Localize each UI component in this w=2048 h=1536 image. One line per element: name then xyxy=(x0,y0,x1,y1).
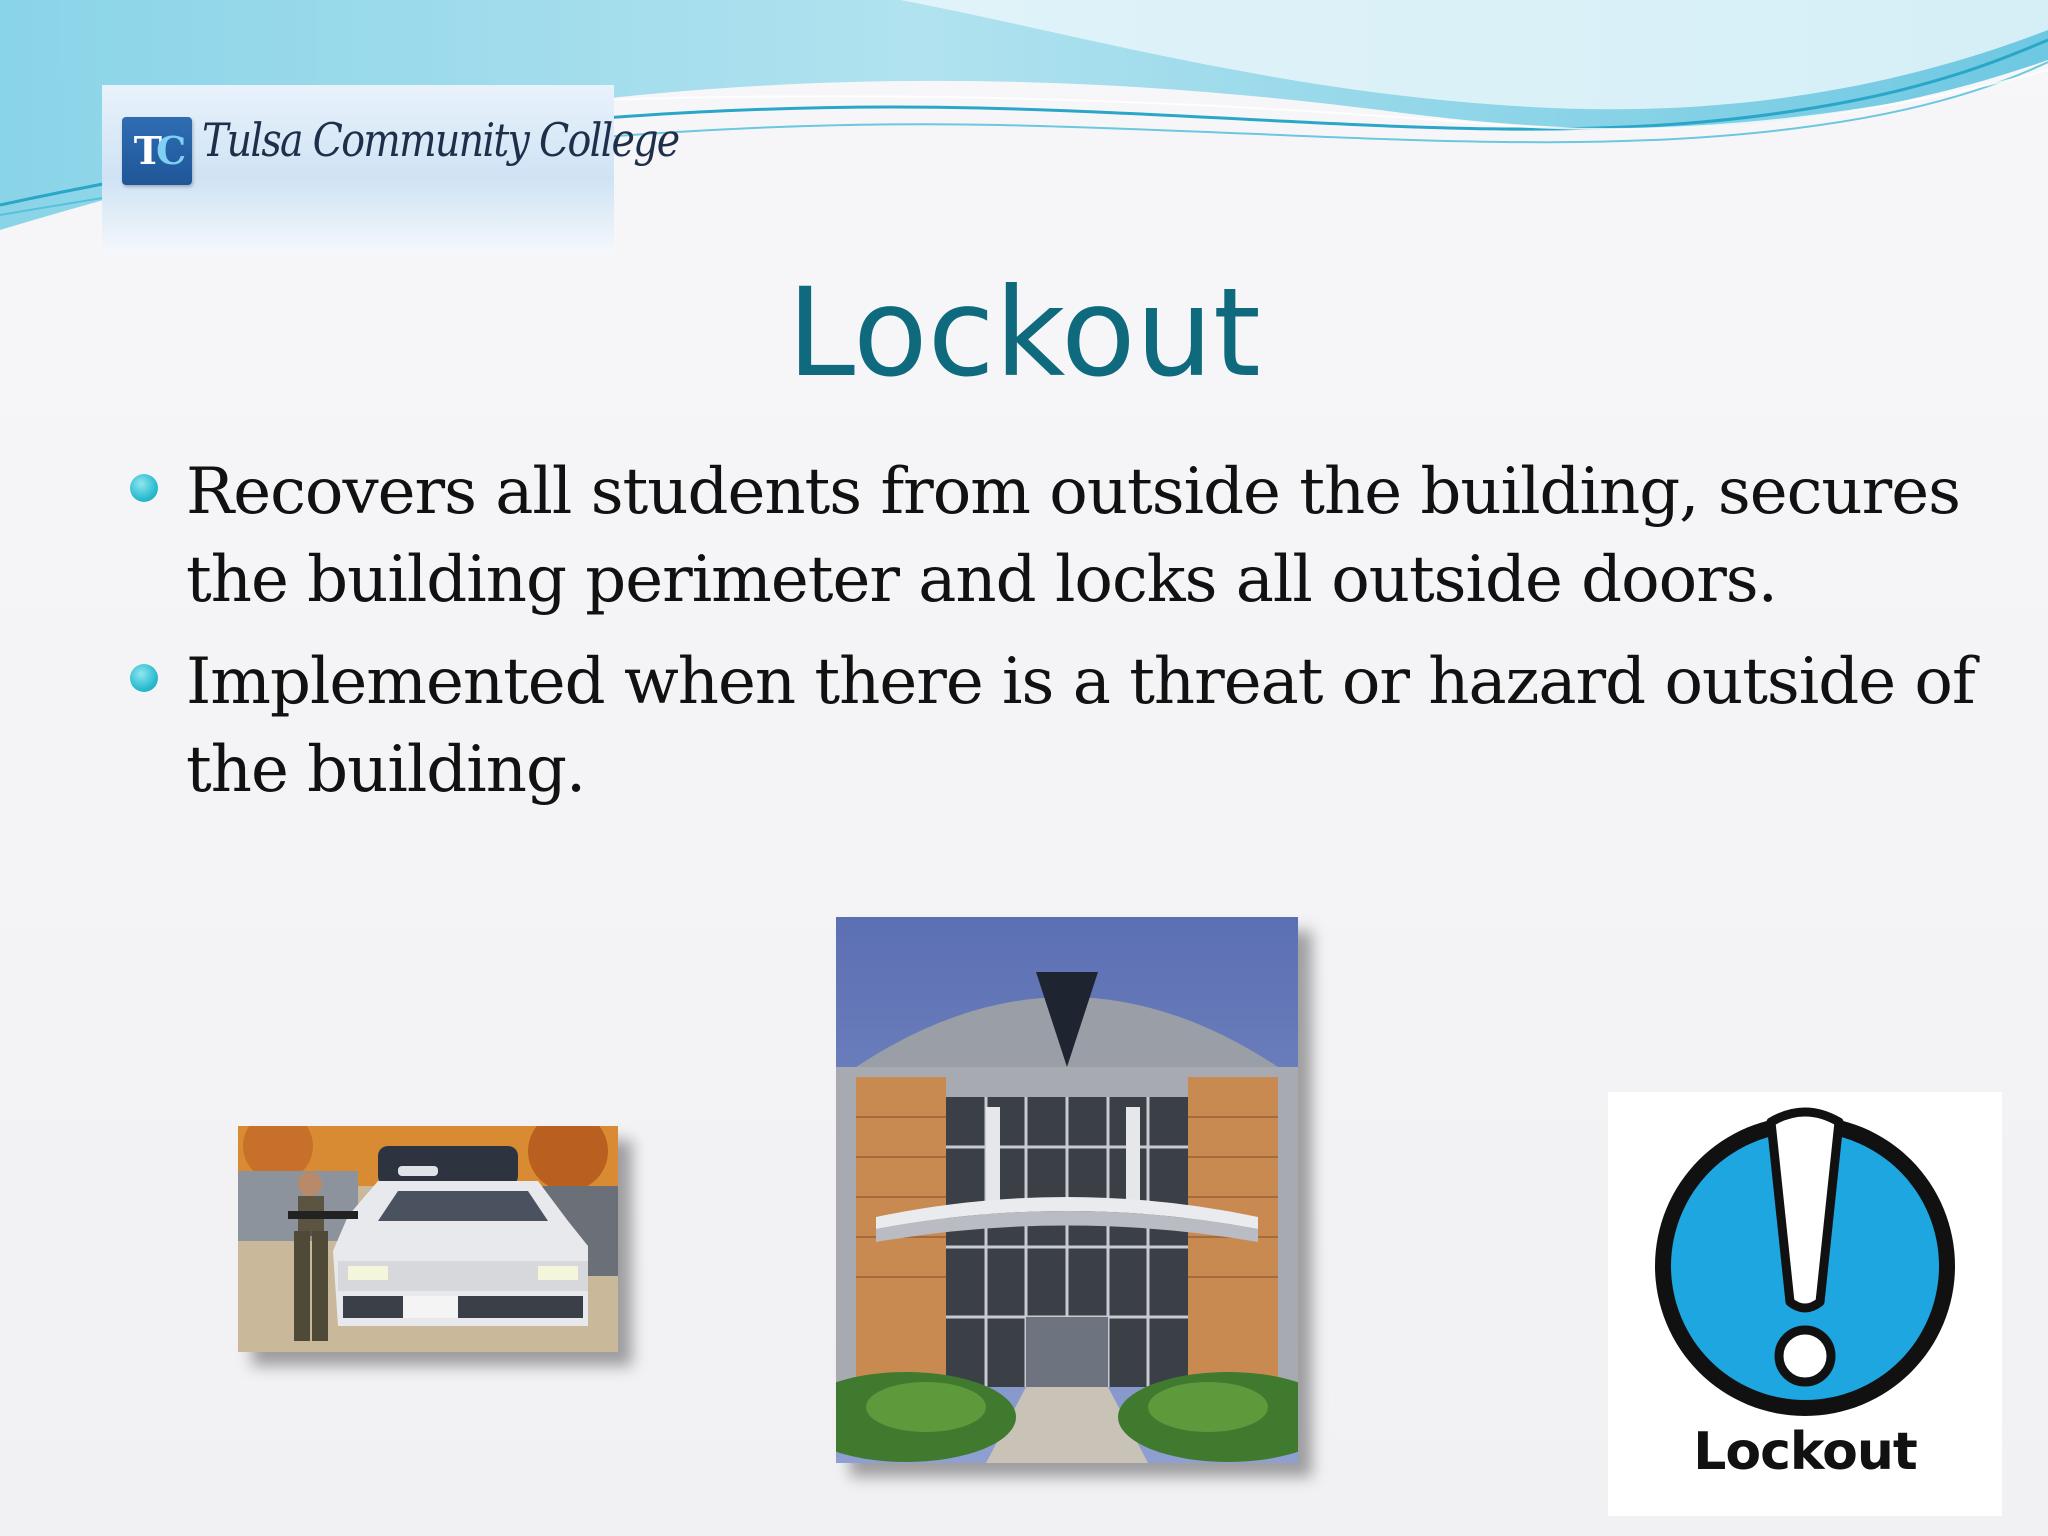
college-logo xyxy=(102,85,679,255)
lockout-sign-label: Lockout xyxy=(1693,1422,1917,1482)
building-photo xyxy=(836,917,1298,1463)
lockout-sign xyxy=(1608,1092,2002,1516)
police-photo xyxy=(238,1126,618,1352)
slide-title: Lockout xyxy=(787,262,1261,404)
bullet-item xyxy=(130,448,1990,624)
bullet-dot-icon xyxy=(130,664,158,692)
college-logo-mark: TC xyxy=(122,117,192,185)
bullet-text: Recovers all students from outside the building, secures the building perimeter and locks all outside doors. xyxy=(186,455,1960,617)
bullet-dot-icon xyxy=(130,474,158,502)
bullet-text: Implemented when there is a threat or hazard outside of the building. xyxy=(186,645,1975,807)
bullet-item xyxy=(130,638,1990,814)
bullet-list xyxy=(130,448,1990,828)
college-logo-text: Tulsa Community College xyxy=(202,113,679,167)
exclamation-icon xyxy=(1608,1092,2002,1422)
